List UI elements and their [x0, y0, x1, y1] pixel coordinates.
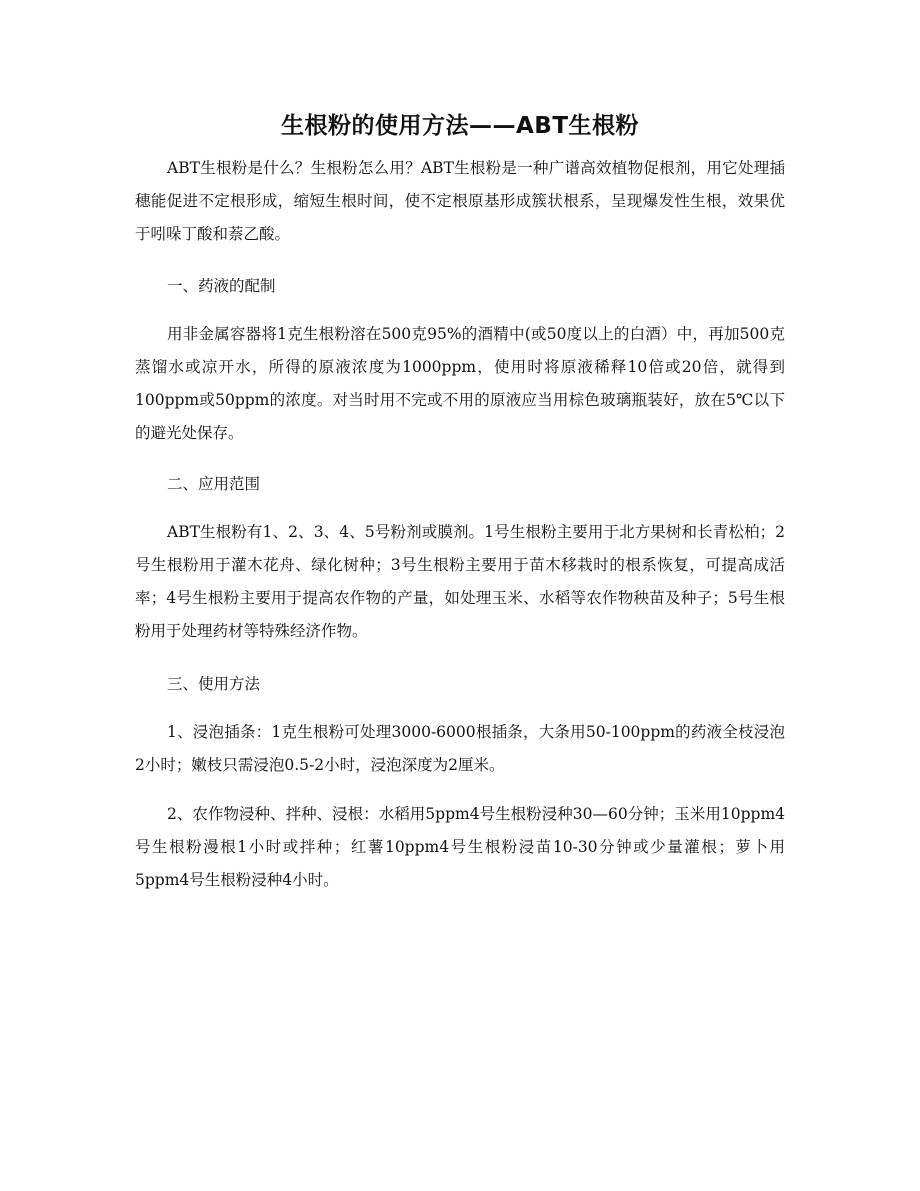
- usage-item-soaking-cuttings: 1、浸泡插条：1克生根粉可处理3000-6000根插条，大条用50-100ppm的药液全枝浸泡2小时；嫩枝只需浸泡0.5-2小时，浸泡深度为2厘米。: [135, 723, 785, 774]
- preparation-paragraph: 用非金属容器将1克生根粉溶在500克95%的酒精中(或50度以上的白酒）中，再加500克蒸馏水或凉开水，所得的原液浓度为1000ppm，使用时将原液稀释10倍或20倍，就得到100ppm或50ppm的浓度。对当时用不完或不用的原液应当用棕色玻璃瓶装好，放在5℃以下的避光处保存。: [135, 325, 785, 442]
- scope-paragraph: ABT生根粉有1、2、3、4、5号粉剂或膜剂。1号生根粉主要用于北方果树和长青松柏；2号生根粉用于灌木花舟、绿化树种；3号生根粉主要用于苗木移栽时的根系恢复，可提高成活率；4号生根粉主要用于提高农作物的产量，如处理玉米、水稻等农作物秧苗及种子；5号生根粉用于处理药材等特殊经济作物。: [135, 523, 785, 640]
- section-heading-preparation: 一、药液的配制: [167, 277, 276, 295]
- section-heading-scope: 二、应用范围: [167, 475, 261, 493]
- usage-item-crop-treatment: 2、农作物浸种、拌种、浸根：水稻用5ppm4号生根粉浸种30—60分钟；玉米用10ppm4号生根粉漫根1小时或拌种；红薯10ppm4号生根粉浸苗10-30分钟或少量灌根；萝卜用5ppm4号生根粉浸种4小时。: [135, 805, 785, 889]
- section-heading-usage: 三、使用方法: [167, 675, 261, 693]
- document-title: 生根粉的使用方法——ABT生根粉: [280, 113, 640, 139]
- intro-paragraph: ABT生根粉是什么？生根粉怎么用？ABT生根粉是一种广谱高效植物促根剂，用它处理插穗能促进不定根形成，缩短生根时间，使不定根原基形成簇状根系，呈现爆发性生根，效果优于吲哚丁酸和萘乙酸。: [135, 159, 785, 243]
